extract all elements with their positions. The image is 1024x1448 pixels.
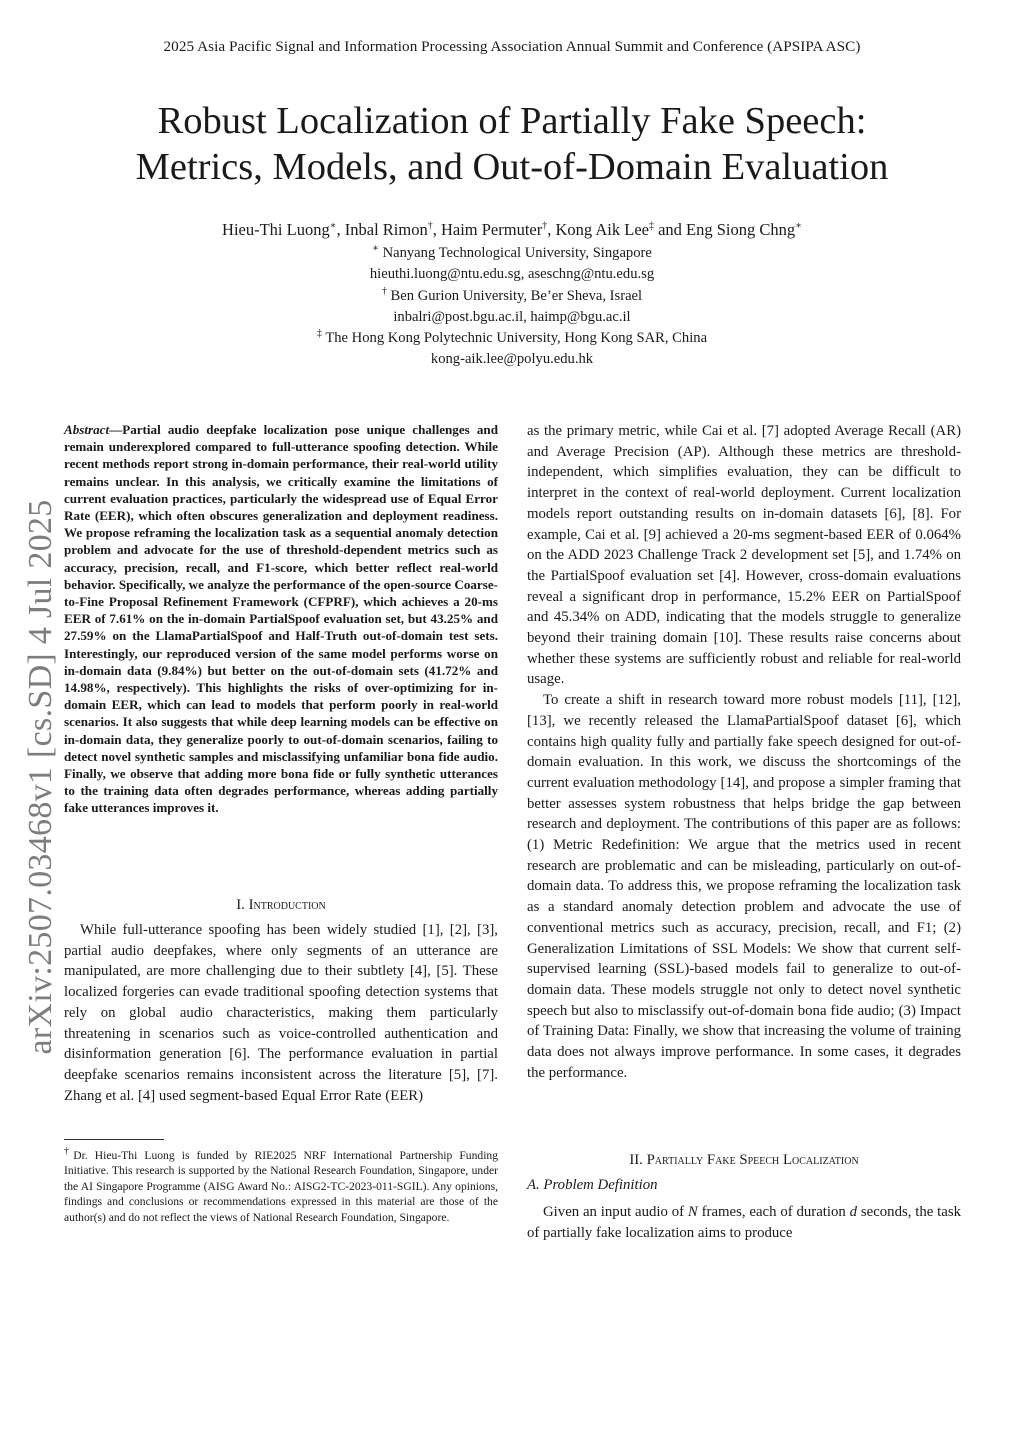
author-list [0, 220, 1024, 240]
text-run: seconds, the task of partially fake localization aims to produce [527, 1204, 961, 1241]
affil-mark: ∗ [795, 220, 802, 232]
text-run: Given an input audio of [543, 1204, 688, 1220]
abstract-label: Abstract [64, 422, 110, 437]
conference-header: 2025 Asia Pacific Signal and Information Processing Association Annual Summit and Conference (APSIPA ASC) [163, 38, 861, 55]
math-var: d [849, 1204, 858, 1220]
author-4: Kong Aik Lee [555, 220, 649, 239]
affil-mark: † [542, 220, 548, 232]
author-5: Eng Siong Chng [686, 220, 796, 239]
affil-mark: † [427, 220, 433, 232]
affiliations [0, 243, 1024, 371]
footnote-mark: † [64, 1146, 74, 1158]
affiliation-text: Nanyang Technological University, Singapore [382, 245, 652, 261]
section-title: Introduction [248, 897, 326, 913]
section2-text [527, 1202, 961, 1243]
author-2: Inbal Rimon [344, 220, 428, 239]
affiliation-text: Ben Gurion University, Be’er Sheva, Israel [390, 287, 643, 304]
affil-mark: ∗ [329, 220, 337, 232]
section-number: I. [236, 897, 249, 913]
affiliation-bgu [0, 286, 1024, 307]
intro-paragraph-1: While full-utterance spoofing has been widely studied [1], [2], [3], partial audio deepfakes, where only segments of an utterance are manipulated, are more challenging due to their subtlety [4], [5]. These localized forgeries can evade traditional spoofing detection systems that rely on global audio characteristics, making them particularly threatening in scenarios such as voice-controlled authentication and disinformation generation [6]. The performance evaluation in partial deepfake scenarios remains inconsistent across the literature [5], [7]. Zhang et al. [4] used segment-based Equal Error Rate (EER) [64, 922, 498, 1104]
math-var: N [687, 1204, 698, 1220]
email-ntu: hieuthi.luong@ntu.edu.sg, aseschng@ntu.edu.sg [369, 266, 655, 283]
title-line-2: Metrics, Models, and Out-of-Domain Evaluation [135, 146, 889, 188]
problem-definition-paragraph [527, 1202, 961, 1243]
email-bgu: inbalri@post.bgu.ac.il, haimp@bgu.ac.il [393, 308, 631, 325]
footnote [64, 1148, 498, 1225]
affil-mark: † [381, 285, 387, 297]
section-number: II. [629, 1152, 647, 1168]
author-sep: , [547, 220, 556, 239]
section-title: Partially Fake Speech Localization [646, 1152, 859, 1168]
intro-paragraph-1-cont: as the primary metric, while Cai et al. [7] adopted Average Recall (AR) and Average Precision (AP). Although these metrics are threshold-independent, which simplifies evaluation, they can be difficult to interpret in the context of real-world deployment. Current localization models report outstanding results on in-domain datasets [6], [8]. For example, Cai et al. [9] achieved a 20-ms segment-based EER of 0.064% on the ADD 2023 Challenge Track 2 development set [5], and 1.74% on the PartialSpoof evaluation set [4]. However, cross-domain evaluations reveal a significant drop in performance, 15.2% EER on PartialSpoof and 45.34% on ADD, indicating that the models struggle to generalize beyond their training domain [10]. These results raise concerns about whether these systems are sufficiently robust and reliable for real-world usage. [527, 423, 961, 688]
section-heading-2 [527, 1152, 961, 1169]
text-run: frames, each of duration [697, 1204, 850, 1220]
abstract-text: —Partial audio deepfake localization pose unique challenges and remain underexplored compared to full-utterance spoofing detection. While recent methods report strong in-domain performance, their real-world utility remains unclear. In this analysis, we critically examine the limitations of current evaluation practices, particularly the widespread use of Equal Error Rate (EER), which often obscures generalization and deployment readiness. We propose reframing the localization task as a sequential anomaly detection problem and advocate for the use of threshold-dependent metrics such as accuracy, precision, recall, and F1-score, which better reflect real-world behavior. Specifically, we analyze the performance of the open-source Coarse-to-Fine Proposal Refinement Framework (CFPRF), which achieves a 20-ms EER of 7.61% on the in-domain PartialSpoof evaluation set, but 43.25% and 27.59% on the LlamaPartialSpoof and Half-Truth out-of-domain test sets. Interestingly, our reproduced version of the same model performs worse on in-domain data (9.84%) but better on the out-of-domain sets (41.72% and 14.98%, respectively). This highlights the risks of over-optimizing for in-domain EER, which can lead to models that perform poorly in real-world scenarios. It also suggests that while deep learning models can be effective on in-domain data, they generalize poorly to out-of-domain scenarios, failing to detect novel synthetic samples and misclassifying unfamiliar bona fide audio. Finally, we observe that adding more bona fide or fully synthetic utterances to the training data often degrades performance, whereas adding partially fake utterances improves it. [64, 422, 498, 816]
footnote-text: Dr. Hieu-Thi Luong is funded by RIE2025 NRF International Partnership Funding Initiative. This research is supported by the National Research Foundation, Singapore, under the AI Singapore Programme (AISG Award No.: AISG2-TC-2023-011-SGIL). Any opinions, findings and conclusions or recommendations expressed in this material are those of the author(s) and do not reflect the views of National Research Foundation, Singapore. [64, 1149, 499, 1224]
author-and: and [653, 220, 687, 239]
intro-column-right [527, 421, 961, 1084]
author-3: Haim Permuter [440, 220, 543, 239]
author-1: Hieu-Thi Luong [222, 220, 330, 239]
footnote-rule [64, 1139, 164, 1140]
affil-mark: ∗ [372, 243, 379, 255]
affiliation-ntu [0, 243, 1024, 264]
email-polyu: kong-aik.lee@polyu.edu.hk [430, 351, 594, 368]
affil-mark: ‡ [648, 220, 654, 232]
author-sep: , [336, 220, 345, 239]
author-sep: , [432, 220, 441, 239]
affiliation-text: The Hong Kong Polytechnic University, Hong Kong SAR, China [325, 330, 708, 347]
section-heading-intro [64, 897, 498, 914]
subsection-heading: A. Problem Definition [527, 1177, 658, 1193]
intro-paragraph-2: To create a shift in research toward more robust models [11], [12], [13], we recently released the LlamaPartialSpoof dataset [6], which contains high quality fully and partially fake speech designed for out-of-domain evaluation. In this work, we discuss the shortcomings of the current evaluation methodology [14], and propose a simpler framing that better assesses system robustness that helps bridge the gap between research and deployment. The contributions of this paper are as follows: (1) Metric Redefinition: We argue that the metrics used in recent research are problematic and can be misleading, particularly on out-of-domain data. To address this, we propose reframing the localization task as a standard anomaly detection problem and advocate the use of conventional metrics such as accuracy, precision, recall, and F1; (2) Generalization Limitations of SSL Models: We show that current self-supervised learning (SSL)-based models fail to generalize to out-of-domain data. These models struggle not only to detect novel synthetic speech but also to misclassify out-of-domain bona fide audio; (3) Impact of Training Data: Finally, we show that increasing the volume of training data does not always improve performance. In some cases, it degrades the performance. [527, 692, 961, 1081]
affiliation-polyu [0, 328, 1024, 349]
abstract [64, 421, 498, 817]
title-line-1: Robust Localization of Partially Fake Speech: [157, 100, 867, 142]
intro-column-left [64, 920, 498, 1106]
arxiv-watermark: arXiv:2507.03468v1 [cs.SD] 4 Jul 2025 [22, 499, 59, 1055]
paper-title [0, 98, 1024, 190]
affil-mark: ‡ [316, 328, 322, 340]
